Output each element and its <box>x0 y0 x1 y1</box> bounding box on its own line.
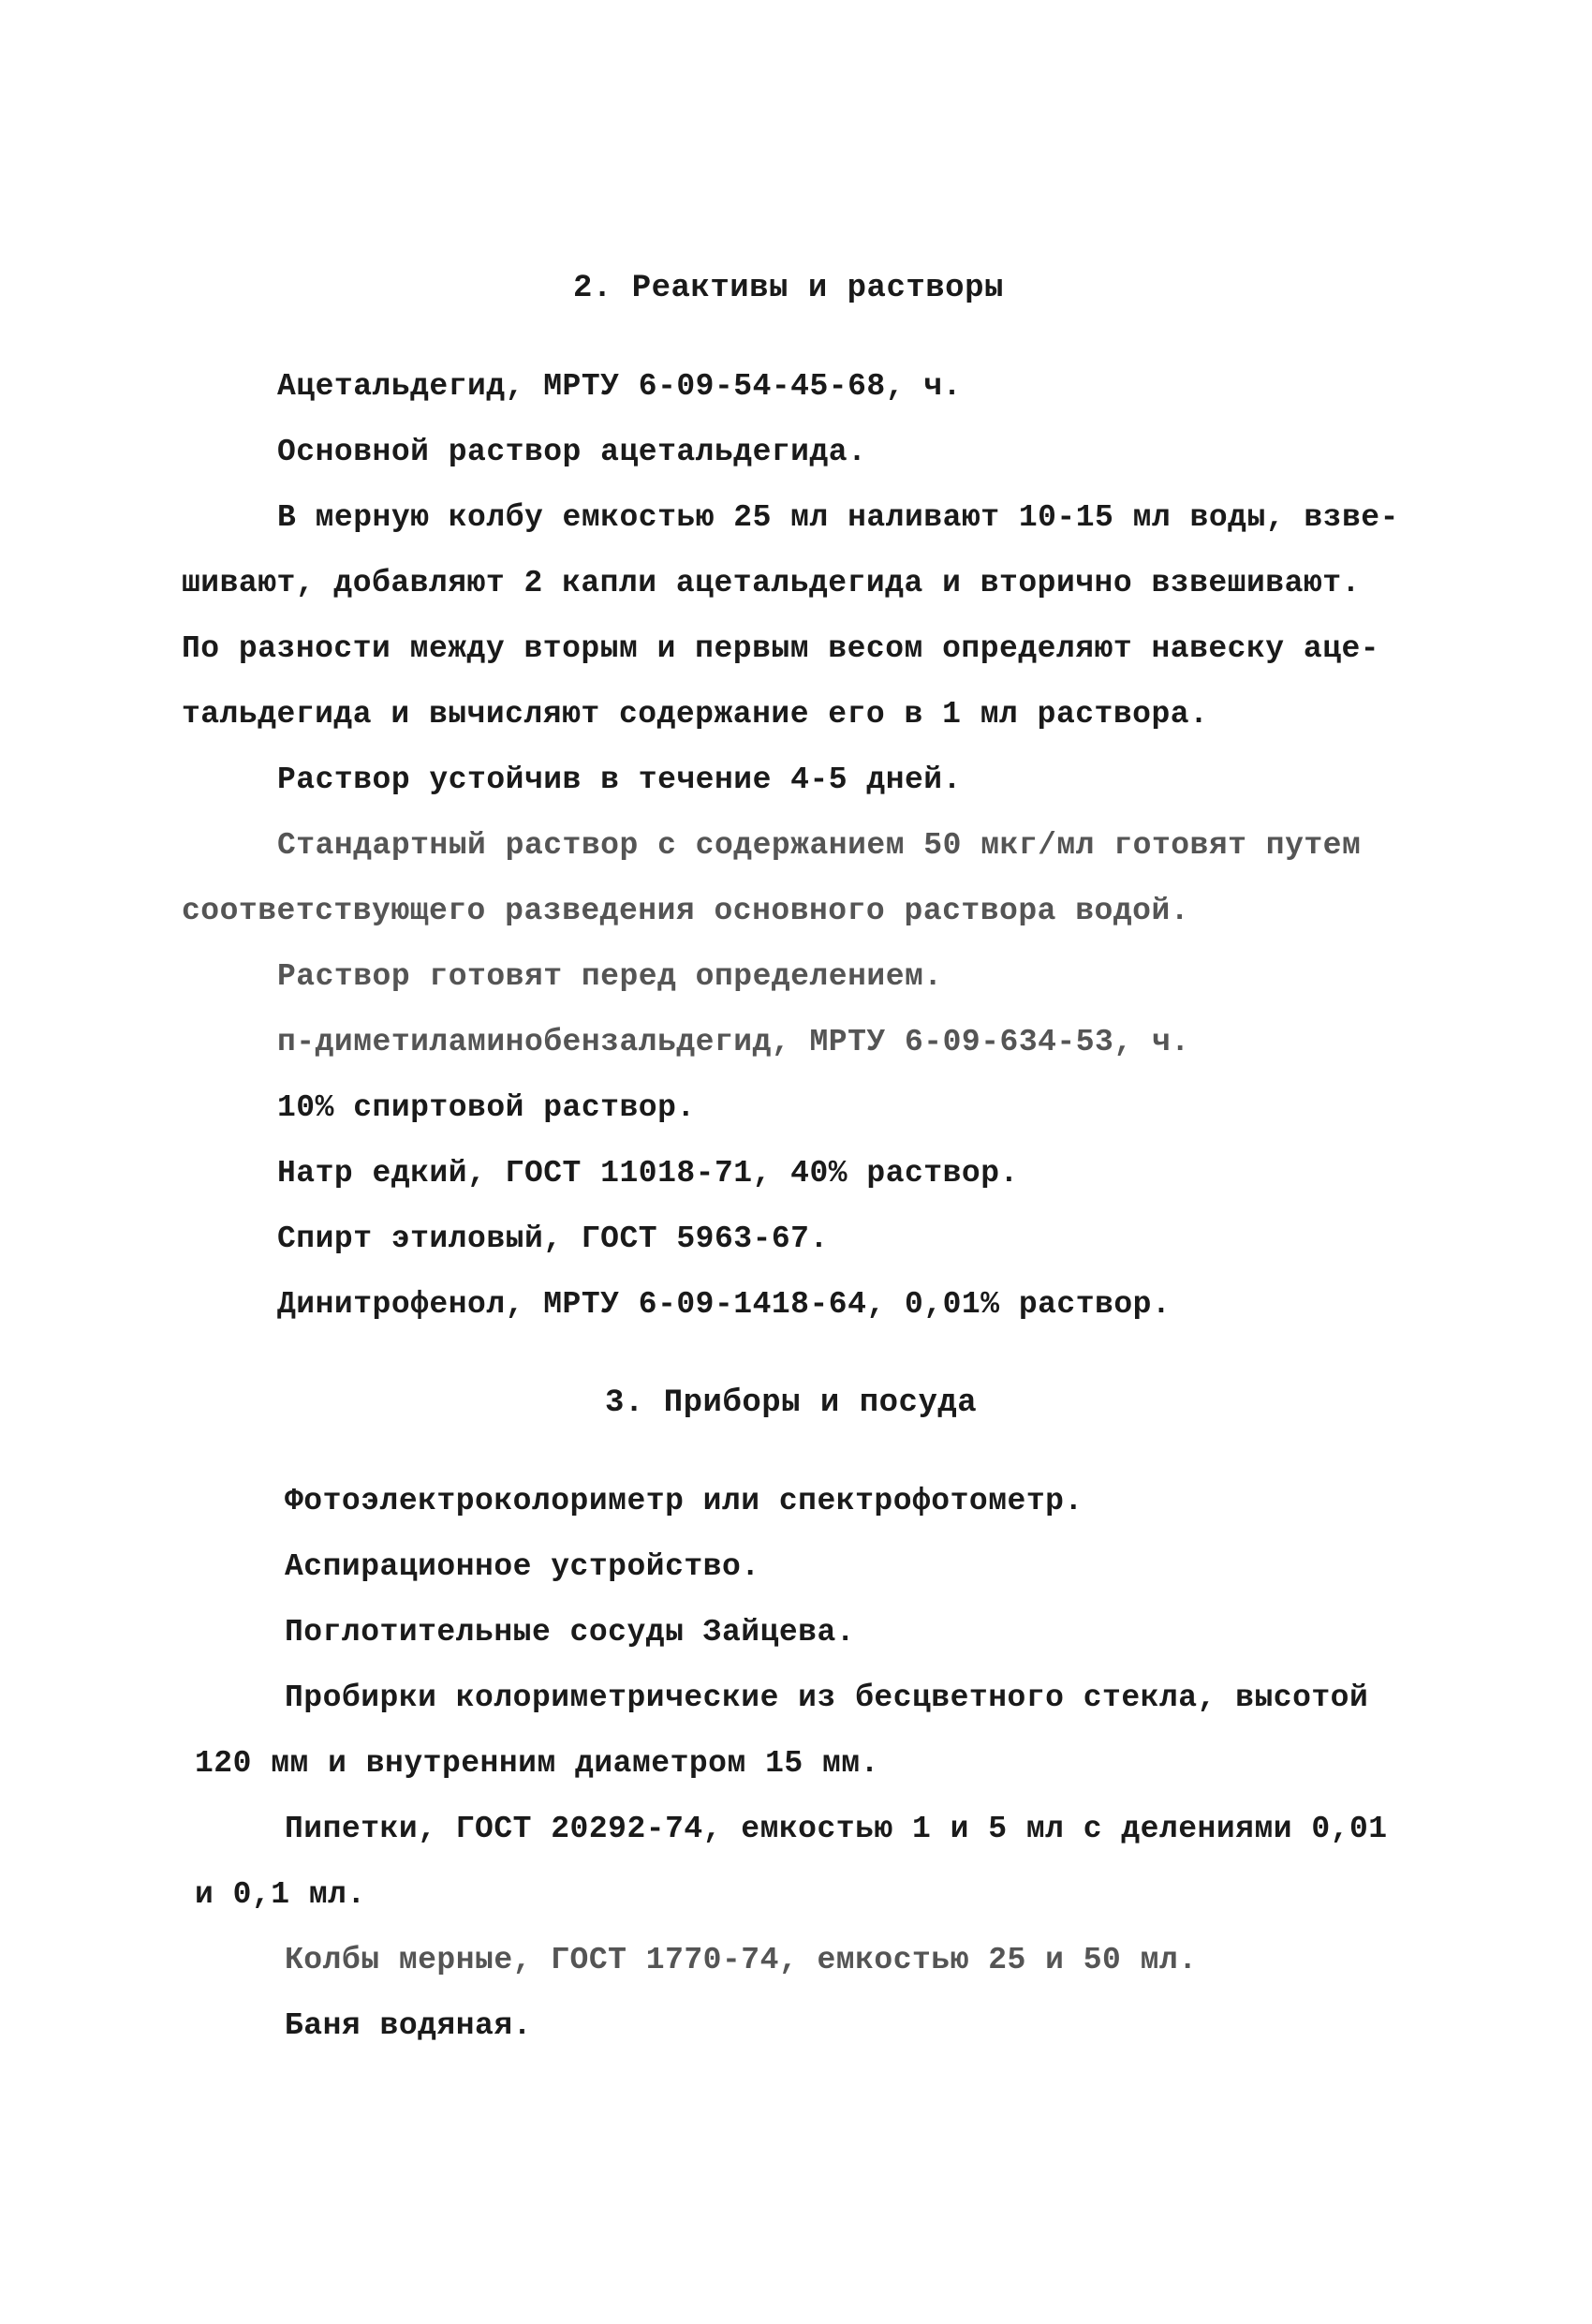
text-line: соответствующего разведения основного раствора водой. <box>182 894 1190 928</box>
text-line: Раствор готовят перед определением. <box>277 959 943 994</box>
section-3-heading: 3. Приборы и посуда <box>605 1385 978 1421</box>
text-line: тальдегида и вычисляют содержание его в 1 мл раствора. <box>182 697 1209 732</box>
text-line: Колбы мерные, ГОСТ 1770-74, емкостью 25 и 50 мл. <box>285 1943 1198 1977</box>
text-line: Фотоэлектроколориметр или спектрофотометр. <box>285 1484 1083 1518</box>
section-2-heading: 2. Реактивы и растворы <box>573 271 1004 306</box>
text-line: Пробирки колориметрические из бесцветного стекла, высотой <box>285 1680 1369 1715</box>
text-line: Основной раствор ацетальдегида. <box>277 435 867 469</box>
text-line: п-диметиламинобензальдегид, МРТУ 6-09-634-53, ч. <box>277 1025 1190 1059</box>
text-line: 10% спиртовой раствор. <box>277 1090 696 1125</box>
text-line: В мерную колбу емкостью 25 мл наливают 10-15 мл воды, взве- <box>277 500 1399 535</box>
text-line: Поглотительные сосуды Зайцева. <box>285 1615 856 1650</box>
text-line: 120 мм и внутренним диаметром 15 мм. <box>195 1746 879 1781</box>
text-line: Ацетальдегид, МРТУ 6-09-54-45-68, ч. <box>277 369 962 404</box>
text-line: Раствор устойчив в течение 4-5 дней. <box>277 762 962 797</box>
text-line: и 0,1 мл. <box>195 1877 366 1912</box>
text-line: Натр едкий, ГОСТ 11018-71, 40% раствор. <box>277 1156 1019 1191</box>
text-line: Баня водяная. <box>285 2008 532 2043</box>
text-line: Стандартный раствор с содержанием 50 мкг/мл готовят путем <box>277 828 1362 863</box>
text-line: Аспирационное устройство. <box>285 1549 760 1584</box>
text-line: шивают, добавляют 2 капли ацетальдегида и вторично взвешивают. <box>182 566 1361 600</box>
text-line: Пипетки, ГОСТ 20292-74, емкостью 1 и 5 мл с делениями 0,01 <box>285 1812 1388 1846</box>
text-line: Динитрофенол, МРТУ 6-09-1418-64, 0,01% раствор. <box>277 1287 1172 1322</box>
text-line: По разности между вторым и первым весом определяют навеску аце- <box>182 631 1380 666</box>
text-line: Спирт этиловый, ГОСТ 5963-67. <box>277 1221 829 1256</box>
